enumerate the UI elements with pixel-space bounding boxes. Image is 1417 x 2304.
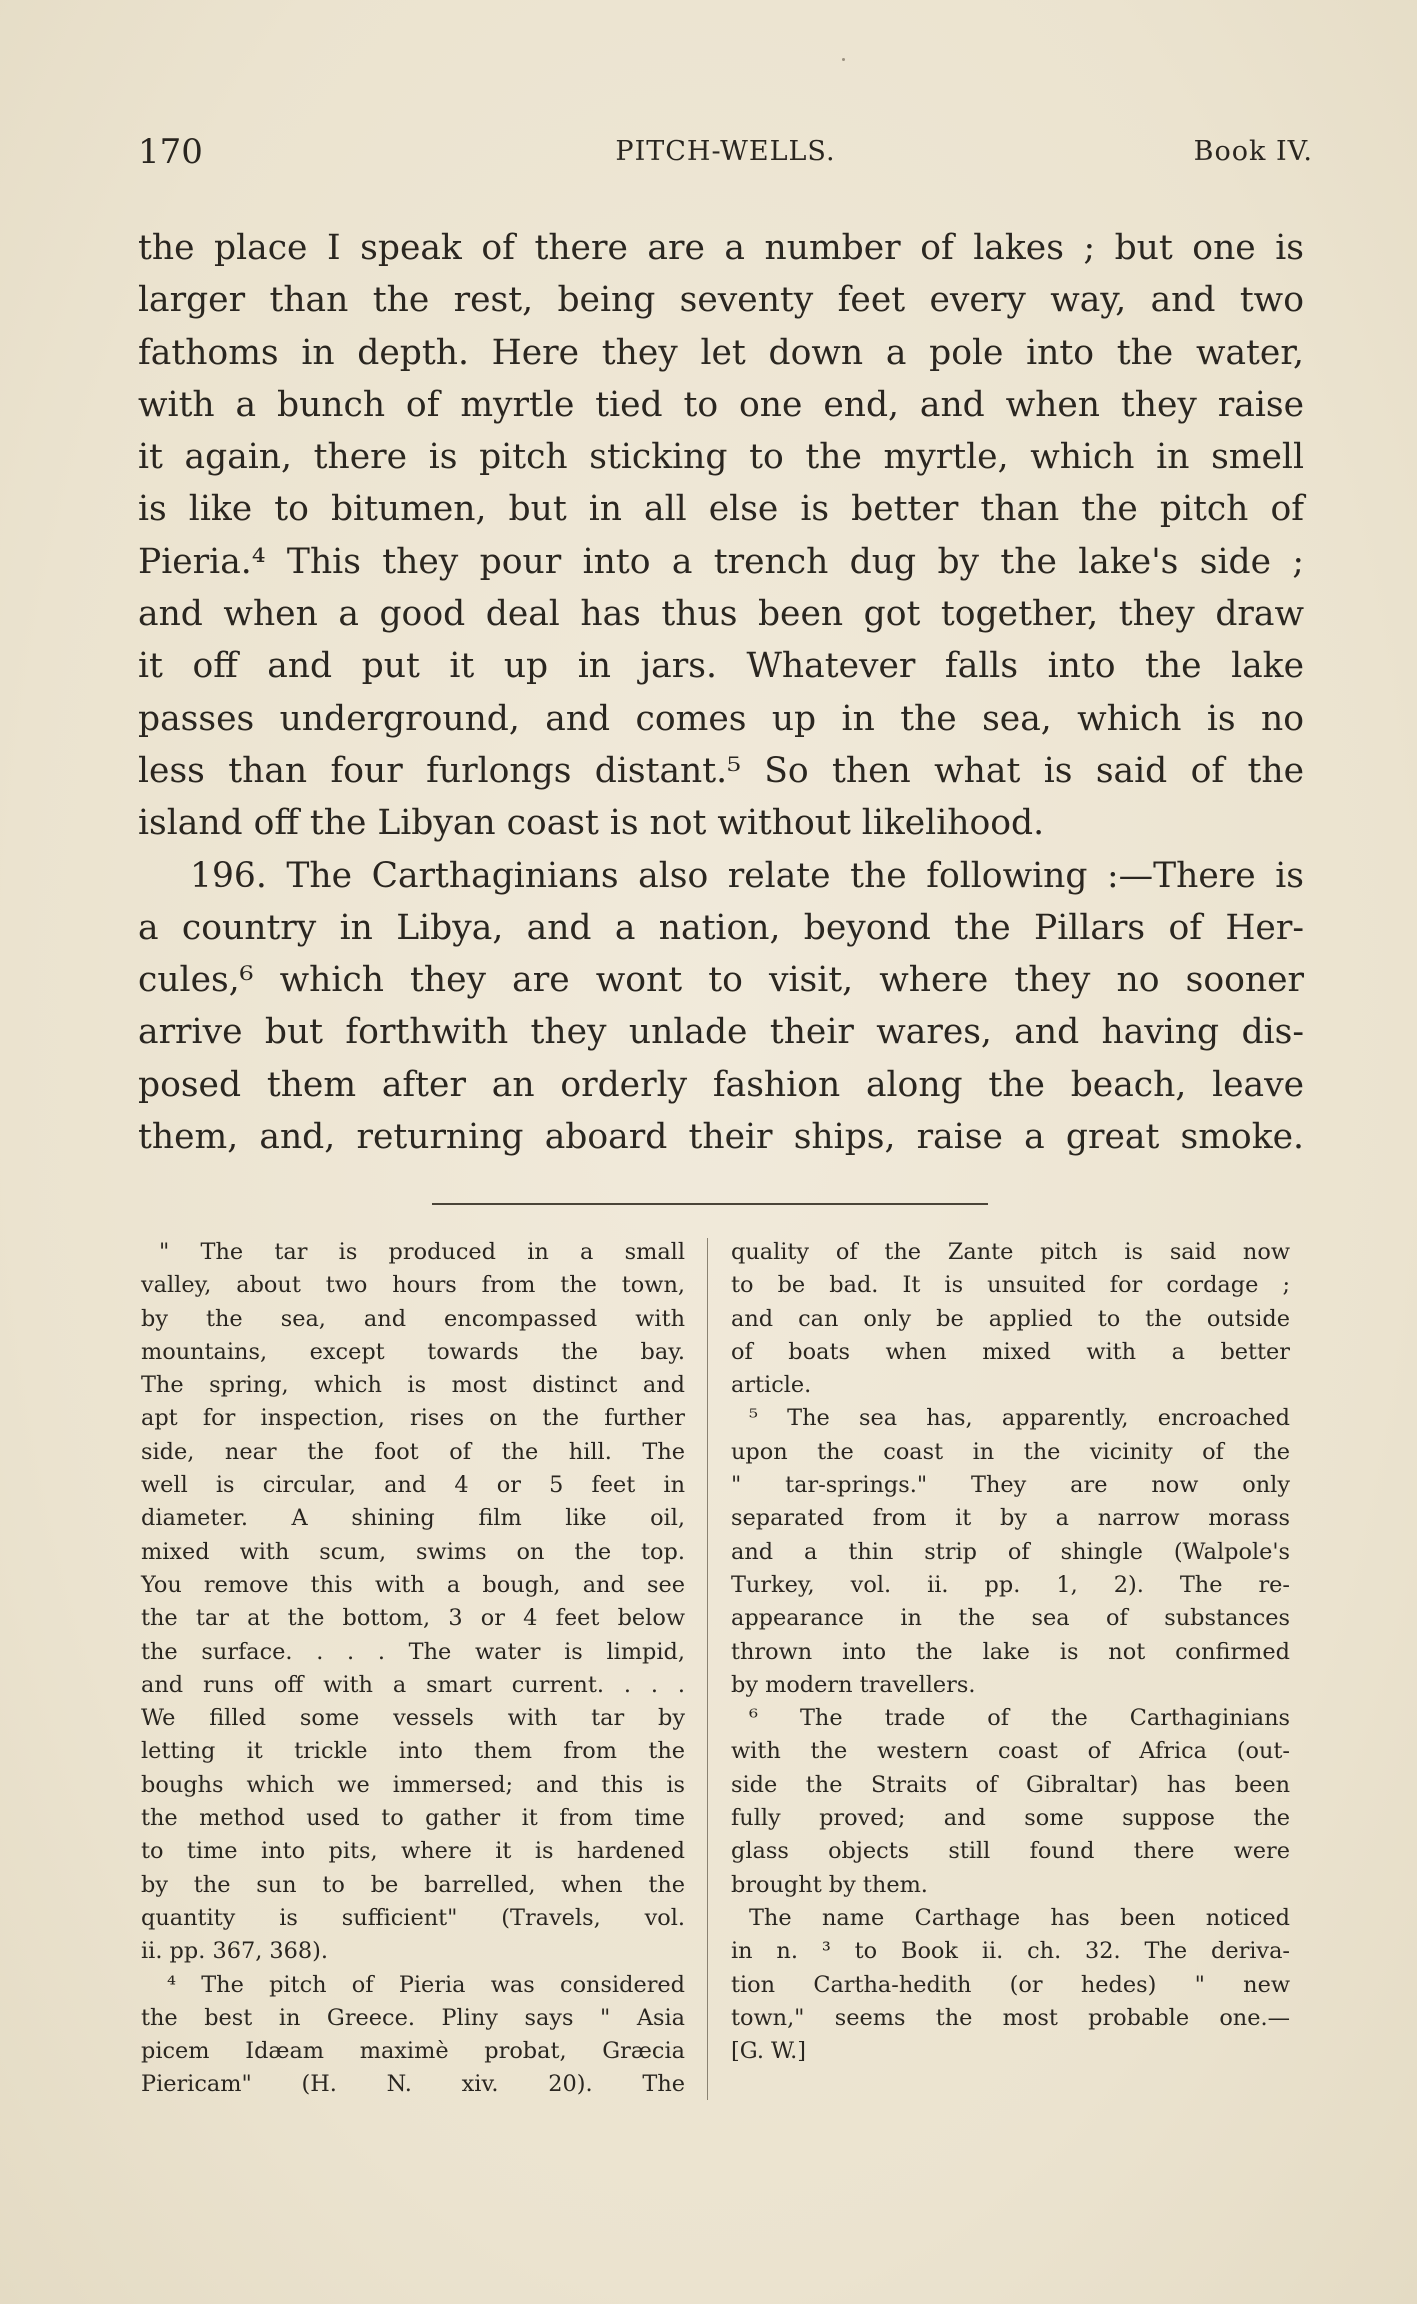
footnote-line: and can only be applied to the outside [731,1305,1290,1332]
footnote-line: by modern travellers. [731,1671,976,1698]
footnote-line: to be bad. It is unsuited for cordage ; [731,1272,1290,1299]
footnote-line: in n. ³ to Book ii. ch. 32. The deriva- [731,1938,1290,1965]
footnote-line: mountains, except towards the bay. [141,1338,685,1365]
body-line: them, and, returning aboard their ships, raise a great smoke. [138,1117,1304,1158]
body-line: passes underground, and comes up in the sea, which is no [138,698,1304,739]
footnote-line: the method used to gather it from time [141,1805,685,1832]
footnote-line: ii. pp. 367, 368). [141,1938,329,1965]
column-divider [707,1238,708,2100]
body-line: and when a good deal has thus been got together, they draw [138,594,1304,635]
body-line: the place I speak of there are a number of lakes ; but one is [138,228,1304,268]
footnote-6-start: ⁶ The trade of the Carthaginians [749,1705,1290,1732]
footnote-line: article. [731,1372,812,1399]
footnote-line: [G. W.] [731,2038,807,2065]
footnote-line: and a thin strip of shingle (Walpole's [731,1538,1290,1565]
body-line: it off and put it up in jars. Whatever falls into the lake [138,646,1304,687]
body-line: island off the Libyan coast is not without likelihood. [138,803,1045,844]
footnote-line: boughs which we immersed; and this is [141,1771,685,1798]
body-line: is like to bitumen, but in all else is better than the pitch of [138,489,1304,530]
footnote-line: the best in Greece. Pliny says " Asia [141,2004,685,2031]
footnote-line: by the sun to be barrelled, when the [141,1871,685,1898]
footnote-line: tion Cartha-hedith (or hedes) " new [731,1971,1290,1998]
footnote-line: quality of the Zante pitch is said now [731,1239,1290,1265]
body-line: with a bunch of myrtle tied to one end, and when they raise [138,384,1304,425]
page-header [138,132,1313,182]
body-line: cules,⁶ which they are wont to visit, where they no sooner [138,960,1304,1001]
footnote-line: glass objects still found there were [731,1838,1290,1865]
footnote-line: brought by them. [731,1871,928,1898]
body-line: less than four furlongs distant.⁵ So then what is said of the [138,750,1304,791]
footnote-line: Turkey, vol. ii. pp. 1, 2). The re- [731,1571,1290,1598]
footnote-line: side the Straits of Gibraltar) has been [731,1771,1290,1798]
footnote-line: The name Carthage has been noticed [749,1904,1290,1931]
footnote-line: of boats when mixed with a better [731,1338,1290,1365]
footnote-4-start: ⁴ The pitch of Pieria was considered [167,1971,685,1998]
footnote-line: town," seems the most probable one.— [731,2004,1290,2031]
footnotes-left-column [141,1236,685,2102]
footnote-line: The spring, which is most distinct and [141,1372,685,1399]
body-line: a country in Libya, and a nation, beyond the Pillars of Her- [138,907,1304,948]
footnote-line: apt for inspection, rises on the further [141,1405,685,1432]
body-line: posed them after an orderly fashion along the beach, leave [138,1064,1304,1105]
footnote-line: the surface. . . . The water is limpid, [141,1638,685,1665]
footnote-line: We filled some vessels with tar by [141,1705,685,1732]
footnote-5-start: ⁵ The sea has, apparently, encroached [749,1405,1290,1432]
footnote-line: quantity is sufficient" (Travels, vol. [141,1904,685,1931]
footnote-rule [432,1203,988,1205]
footnote-line: picem Idæam maximè probat, Græcia [141,2038,685,2065]
footnote-line: to time into pits, where it is hardened [141,1838,685,1865]
footnote-line: " The tar is produced in a small [159,1239,685,1265]
footnote-line: side, near the foot of the hill. The [141,1438,685,1465]
body-line: fathoms in depth. Here they let down a pole into the water, [138,332,1304,373]
book-label: Book IV. [1193,136,1313,167]
body-text [138,222,1304,1163]
footnote-line: upon the coast in the vicinity of the [731,1438,1290,1465]
footnote-line: You remove this with a bough, and see [141,1571,685,1598]
running-title: PITCH-WELLS. [615,136,836,167]
footnotes-right-column [731,1236,1290,2068]
footnote-line: with the western coast of Africa (out- [731,1738,1290,1765]
footnote-line: letting it trickle into them from the [141,1738,685,1765]
body-line: larger than the rest, being seventy feet every way, and two [138,280,1304,321]
footnote-line: and runs off with a smart current. . . . [141,1671,685,1698]
footnote-line: the tar at the bottom, 3 or 4 feet below [141,1605,685,1632]
page-number: 170 [138,132,203,172]
footnote-line: thrown into the lake is not confirmed [731,1638,1290,1665]
body-line: it again, there is pitch sticking to the myrtle, which in smell [138,437,1304,478]
footnote-line: separated from it by a narrow morass [731,1505,1290,1532]
body-line: arrive but forthwith they unlade their wares, and having dis- [138,1012,1304,1053]
footnote-line: appearance in the sea of substances [731,1605,1290,1632]
footnote-line: mixed with scum, swims on the top. [141,1538,685,1565]
footnote-line: valley, about two hours from the town, [141,1272,685,1299]
footnote-line: diameter. A shining film like oil, [141,1505,685,1532]
footnote-line: well is circular, and 4 or 5 feet in [141,1472,685,1499]
footnote-line: fully proved; and some suppose the [731,1805,1290,1832]
footnote-line: Piericam" (H. N. xiv. 20). The [141,2071,685,2098]
section-196-start: 196. The Carthaginians also relate the following :—There is [190,855,1304,896]
footnote-line: " tar-springs." They are now only [731,1472,1290,1499]
body-line: Pieria.⁴ This they pour into a trench dug by the lake's side ; [138,541,1304,582]
footnote-line: by the sea, and encompassed with [141,1305,685,1332]
paper-speck [842,58,845,61]
